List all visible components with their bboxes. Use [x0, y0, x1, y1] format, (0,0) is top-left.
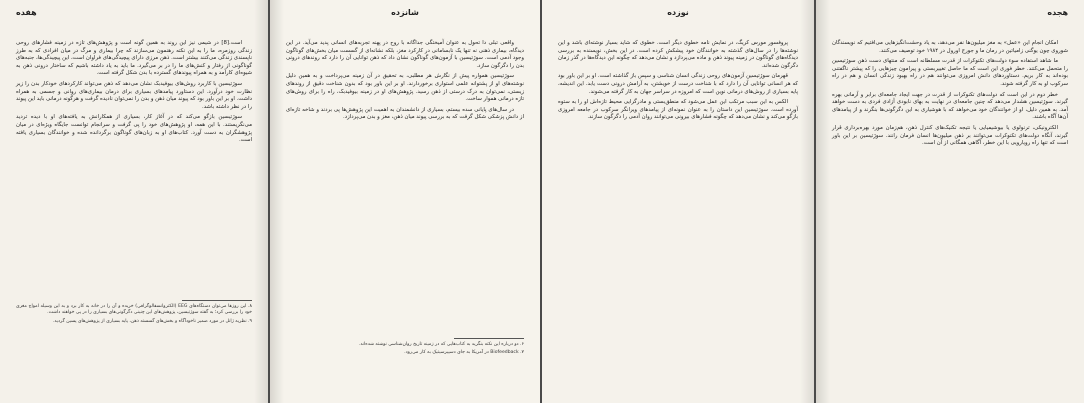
gutter-shadow [800, 0, 814, 403]
page-number-header: شانزده [391, 8, 419, 17]
paragraph: الکترونیکی، ترنولوی یا بیوشیمیایی یا نتیجه تکنیک‌های کنترل ذهن، هم‌زمان مورد بهره‌برداری قرار گیرند، آنگاه دولت‌های تکنوکرات می‌توانند بر ذهن میلیون‌ها انسان فرمان رانند. سوژتیسین بر این باور است که تنها راه رویارویی با این خطر، آگاهی همگانی از آن است. [832, 124, 1068, 147]
book-page-1 [0, 0, 268, 403]
paragraph: الکس به این سبب مرتکب این عمل می‌شود که منطق‌بستی و مادرگرایی محیط تازه‌اش او را به ستوه آورده است. سوژتیسین این داستان را به عنوان نمونه‌ای از پیامدهای ویرانگر سرکوب در جامعه امروزی بازگو می‌کند و نشان می‌دهد که چگونه فشارهای بیرونی می‌توانند روان آدمی را دگرگون سازند. [558, 99, 798, 121]
footnotes [16, 304, 252, 327]
paragraph: است.[8] در شیمی نیز این روند به همین گونه است و پژوهش‌های تازه در زمینه فشارهای روحی زندگی روزمره، ما را به این نکته رهنمون می‌سازند که چرا بیماری و مرگ در میان افرادی که به طرز ناپسندی زندگی می‌کنند بیشتر است. ذهن مرزی دارای پیچیدگی‌های فراوان است، این پیچیدگی‌ها، جنبه‌های گوناگونی از رفتار و کنش‌های ما را در بر می‌گیرد. ما باید به یاد داشته باشیم که ساختار درونی ذهن به شیوه‌ای کارآمد و به همراه پیوندهای گسترده با بدن شکل گرفته است. [16, 40, 252, 77]
footnotes [286, 342, 524, 359]
paragraph: قهرمان سوژتیسین آزمون‌های روحی زندگی انسان شناسی و سپس باز گذاشته است. او بر این باور بود که هر انسانی توانایی آن را دارد که با شناخت درست از خویشتن، به آرامش درونی دست یابد. این اندیشه، پایه بسیاری از روش‌های درمانی نوین است که امروزه در سراسر جهان به کار گرفته می‌شوند. [558, 73, 798, 95]
page-body-text [558, 40, 798, 390]
book-page-3 [542, 0, 814, 403]
book-page-2 [270, 0, 540, 403]
page-body-text [16, 40, 252, 298]
gutter-shadow [254, 0, 268, 403]
page-body-text [286, 40, 524, 330]
footnote-divider [454, 338, 524, 339]
paragraph: سوژتیسین با کاربرد روش‌های بیوفیدبک نشان می‌دهد که ذهن می‌تواند کارکردهای خودکار بدن را زیر نظارت خود درآورد. این دستاورد پیامدهای بسیاری برای درمان بیماری‌های روانی و جسمی به همراه داشت. او بر این باور بود که پیوند میان ذهن و بدن را نمی‌توان نادیده گرفت و هرگونه درمانی باید این پیوند را در نظر داشته باشد. [16, 80, 252, 110]
footnote: ۶. دو درباره این نکته بنگرید به کتاب‌هایی که در زمینه تاریخ روان‌شناسی نوشته شده‌اند. [358, 342, 524, 347]
page-body-text [832, 40, 1068, 390]
footnote: ۸. این روزها می‌توان دستگاه‌های EEG (الکتروانسفالوگرافی) خریده و آن را در خانه به کار برد و به این وسیله امواج مغزی خود را بررسی کرد؛ به گفته سوژتیسین، پژوهش‌های این چنینی دگرگونی‌های بسیاری را در پی خواهند داشت. [16, 304, 252, 316]
book-page-4 [816, 0, 1084, 403]
page-number-header: نوزده [667, 8, 689, 17]
page-number-header: هجده [1047, 8, 1068, 17]
paragraph: سوژتیسین بازگو می‌کند که در آغاز کار، بسیاری از همکارانش به یافته‌های او با دیده تردید می‌نگریستند. با این همه، او پژوهش‌های خود را پی گرفت و سرانجام توانست جایگاه ویژه‌ای در میان پژوهشگران به دست آورد. کتاب‌های او به زبان‌های گوناگون برگردانده شده و خوانندگان بسیاری یافته است. [16, 114, 252, 144]
paragraph: امکان انجام این «عمل» به مغز میلیون‌ها نفر می‌دهد، به یاد وحشت‌انگیزهایی می‌افتیم که نویسندگان شوروی چون یوگنی زامیاتین در رمان ما و جورج اورول در ۱۹۸۴ خود توصیف می‌کنند. [832, 40, 1068, 54]
page-number-header: هفده [16, 8, 37, 17]
paragraph: پروفسور مورس کریگ، در نمایش نامه خطوی دیگر است. خطوی که شاید بسیار نوشته‌ای باشد و این نوشته‌ها را در سال‌های گذشته به خوانندگان خود پیشکش کرده است. در این بخش، نویسنده به بررسی دیدگاه‌های گوناگون در زمینه پیوند ذهن و ماده می‌پردازد و نشان می‌دهد که چگونه این دیدگاه‌ها در گذر زمان دگرگون شده‌اند. [558, 40, 798, 69]
gutter-shadow [816, 0, 830, 403]
footnote: ۷. Biofeedback در آمریکا به جای دسپیرسیتیک به کار می‌رود. [404, 350, 524, 356]
paragraph: در سال‌های پایانی سده بیستم، بسیاری از دانشمندان به اهمیت این پژوهش‌ها پی بردند و شاخه تازه‌ای از دانش پزشکی شکل گرفت که به بررسی پیوند میان ذهن، مغز و بدن می‌پردازد. [286, 106, 524, 121]
footnote-divider [182, 300, 252, 301]
paragraph: سوژتیسین همواره پیش از نگارش هر مطلبی، به تحقیق در آن زمینه می‌پرداخت و به همین دلیل نوشته‌های او از پشتوانه علمی استواری برخوردارند. او بر این باور بود که بدون شناخت دقیق از روندهای زیستی، نمی‌توان به درک درستی از ذهن رسید. پژوهش‌های او در زمینه بیوفیدبک، راه را برای روش‌های تازه درمانی هموار ساخت. [286, 73, 524, 103]
paragraph: واقعی تبلی دا تحول به عنوان آمیختگی جداگانه با روح در پهنه تجربه‌های انسانی پدید می‌آید. در این دیدگاه، بیماری ذهنی نه تنها یک نابسامانی در کارکرد مغز، بلکه نشانه‌ای از گسست میان بخش‌های گوناگون وجود آدمی است. سوژتیسین با آزمون‌های گوناگون نشان داد که ذهن توانایی آن را دارد که روندهای درونی بدن را دگرگون سازد. [286, 40, 524, 69]
gutter-shadow [270, 0, 284, 403]
paragraph: ما شاهد استفاده سوء دولت‌های تکنوکرات از قدرت مسلطانه است که منتهای دست ذهن سوژتیسین را متحمل می‌کنند. خطر فوری این است که ما حاصل تغییربستی و پیرامون چیزهایی را که پیشتر ناگفتنی بوده‌اند به کار بریم. دستاوردهای دانش امروزی می‌توانند هم در راه بهبود زندگی انسان و هم در راه سرکوب او به کار گرفته شوند. [832, 58, 1068, 87]
paragraph: خطر دوم در این است که دولت‌های تکنوکرات از قدرت در جهت ایجاد جامعه‌ای برابر و آرمانی بهره گیرند. سوژتیسین هشدار می‌دهد که چنین جامعه‌ای در نهایت به بهای نابودی آزادی فردی به دست خواهد آمد. به همین دلیل، او از خوانندگان خود می‌خواهد که با هوشیاری به این دگرگونی‌ها بنگرند و از پیامدهای آن‌ها آگاه باشند. [832, 91, 1068, 121]
footnote: ۹. نظریه ژانل در مورد ضمیر ناخودآگاه و بخش‌های گسسته ذهن، پایه بسیاری از پژوهش‌های پسین گردید. [52, 318, 252, 324]
